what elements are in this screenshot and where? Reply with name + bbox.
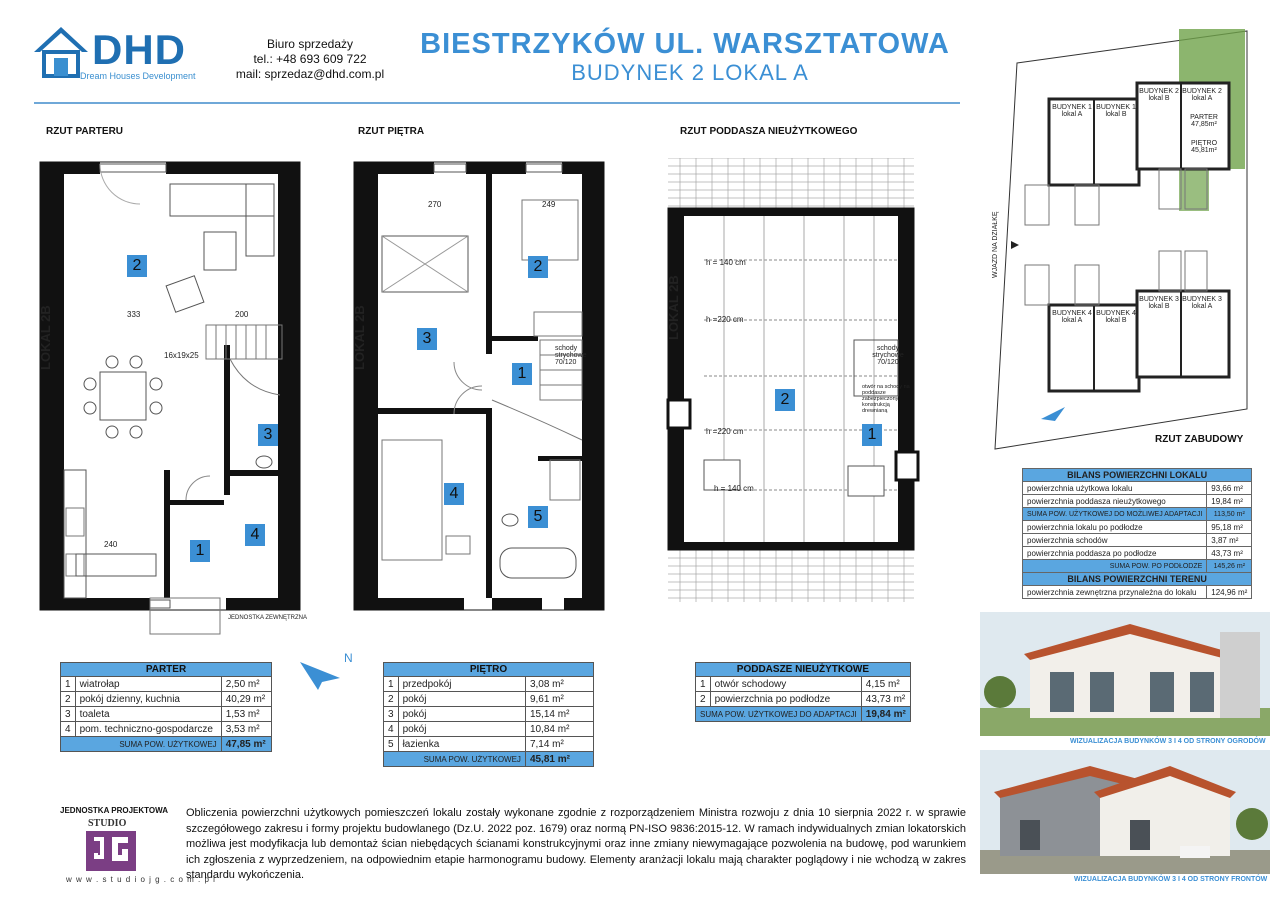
- room-number-1-upper: 1: [512, 363, 532, 385]
- table-row: 4 pom. techniczno-gospodarcze 3,53 m²: [61, 722, 272, 737]
- table-row: 2 pokój 9,61 m²: [384, 692, 594, 707]
- site-entrance-label: WJAZD NA DZIAŁKĘ: [992, 211, 999, 278]
- poddasze-table-title: PODDASZE NIEUŻYTKOWE: [696, 663, 911, 677]
- table-row: 1 otwór schodowy 4,15 m²: [696, 677, 911, 692]
- site-b2-lokal-a: BUDYNEK 2 lokal A: [1182, 88, 1222, 102]
- table-row: 4 pokój 10,84 m²: [384, 722, 594, 737]
- attic-stairs-label: schody strychowe 70/120: [872, 345, 904, 366]
- pietro-table: [383, 662, 594, 767]
- room-number-1-attic: 1: [862, 424, 882, 446]
- north-arrow-icon: [300, 650, 360, 690]
- table-row: 2 powierzchnia po podłodze 43,73 m²: [696, 692, 911, 707]
- site-b1-lokal-b: BUDYNEK 1 lokal B: [1096, 104, 1136, 118]
- email-address[interactable]: mail: sprzedaz@dhd.com.pl: [235, 67, 385, 81]
- room-number-4-upper: 4: [444, 483, 464, 505]
- page-title: BIESTRZYKÓW UL. WARSZTATOWA: [420, 28, 950, 60]
- studio-logo-icon: [86, 831, 136, 871]
- lokal-tag-upper: LOKAL 2B: [352, 305, 367, 370]
- table-row: 1 wiatrołap 2,50 m²: [61, 677, 272, 692]
- site-b2-lokal-b: BUDYNEK 2 lokal B: [1139, 88, 1179, 102]
- attic-height-4: h = 140 cm: [714, 484, 754, 493]
- poddasze-sum-value: 19,84 m²: [861, 707, 910, 722]
- dim-200: 200: [235, 310, 249, 319]
- table-row: 1 przedpokój 3,08 m²: [384, 677, 594, 692]
- attic-height-2: h =220 cm: [706, 315, 744, 324]
- bilans-sum1-label: SUMA POW. UŻYTKOWEJ DO MOŻLIWEJ ADAPTACJI: [1023, 508, 1207, 521]
- bilans-sum1-value: 113,50 m²: [1207, 508, 1252, 521]
- site-b4-lokal-a: BUDYNEK 4 lokal A: [1052, 310, 1092, 324]
- pietro-table-title: PIĘTRO: [384, 663, 594, 677]
- bilans-sum2-label: SUMA POW. PO PODŁODZE: [1023, 560, 1207, 573]
- table-row: 3 toaleta 1,53 m²: [61, 707, 272, 722]
- lokal-tag-attic: LOKAL 2B: [666, 275, 681, 340]
- room-number-4: 4: [245, 524, 265, 546]
- site-parter-area: PARTER 47,85m²: [1190, 114, 1218, 128]
- visualization-front-caption: WIZUALIZACJA BUDYNKÓW 3 I 4 OD STRONY FRONTÓW: [1074, 876, 1268, 883]
- parter-table: [60, 662, 272, 752]
- attic-plan: [664, 150, 926, 610]
- dim-333: 333: [127, 310, 141, 319]
- bilans-row: powierzchnia lokalu po podłodze 95,18 m²: [1023, 521, 1252, 534]
- phone-number[interactable]: tel.: +48 693 609 722: [253, 52, 367, 66]
- parter-table-title: PARTER: [61, 663, 272, 677]
- ground-floor-plan: [36, 140, 336, 640]
- parter-sum-label: SUMA POW. UŻYTKOWEJ: [61, 737, 222, 752]
- page-subtitle: BUDYNEK 2 LOKAL A: [571, 60, 809, 85]
- legal-footnote: Obliczenia powierzchni użytkowych pomieszczeń lokalu zostały wykonane zgodnie z rozporządzeniem Ministra rozwoju z dnia 10 sierpnia 2022 r. w sprawie szczegółowego zakresu i formy projektu budowlanego (Dz.U. 2022 poz. 1679) oraz normą PN-ISO 9836:2015-12. W ramach indywidualnych zmian lokatorskich możliwa jest modyfikacja lub demontaż ścian niebędących ścianami konstrukcyjnymi oraz inne zmiany niewymagające pozwolenia na budowę, pod warunkiem ich zgłoszenia z wyprzedzeniem, na odpowiednim etapie harmonogramu budowy. Elementy aranżacji lokalu mają charakter poglądowy i nie wchodzą w zakres standardu wykończenia.: [186, 807, 966, 881]
- visualization-front-image: [980, 750, 1270, 874]
- poddasze-table: [695, 662, 911, 722]
- site-b4-lokal-b: BUDYNEK 4 lokal B: [1096, 310, 1136, 324]
- svg-text:N: N: [344, 651, 353, 665]
- poddasze-sum-label: SUMA POW. UŻYTKOWEJ DO ADAPTACJI: [696, 707, 862, 722]
- terrain-row: powierzchnia zewnętrzna przynależna do lokalu 124,96 m²: [1023, 586, 1252, 599]
- upper-floor-plan: [350, 140, 620, 640]
- room-number-2-attic: 2: [775, 389, 795, 411]
- bilans-row: powierzchnia użytkowa lokalu 93,66 m²: [1023, 482, 1252, 495]
- dim-249-upper: 249: [542, 200, 556, 209]
- site-b3-lokal-b: BUDYNEK 3 lokal B: [1139, 296, 1179, 310]
- dim-240: 240: [104, 540, 118, 549]
- area-balance-table: [1022, 468, 1252, 599]
- bilans-sum2-value: 145,26 m²: [1207, 560, 1252, 573]
- parter-sum-value: 47,85 m²: [221, 737, 271, 752]
- table-row: 2 pokój dzienny, kuchnia 40,29 m²: [61, 692, 272, 707]
- north-arrow: [300, 650, 360, 694]
- ground-stairs-size: 16x19x25: [164, 351, 199, 360]
- site-b3-lokal-a: BUDYNEK 3 lokal A: [1182, 296, 1222, 310]
- bilans-row: powierzchnia schodów 3,87 m²: [1023, 534, 1252, 547]
- bilans-row: powierzchnia poddasza po podłodze 43,73 m²: [1023, 547, 1252, 560]
- ground-floor-label: RZUT PARTERU: [46, 126, 124, 137]
- terrain-title: BILANS POWIERZCHNI TERENU: [1023, 573, 1252, 586]
- attic-height-1: h = 140 cm: [706, 258, 746, 267]
- attic-stairs-label-upper: schody strychowe 70/120: [555, 345, 587, 366]
- room-number-2-upper: 2: [528, 256, 548, 278]
- room-number-2: 2: [127, 255, 147, 277]
- upper-floor-label: RZUT PIĘTRA: [358, 126, 425, 137]
- brand-tagline: Dream Houses Development: [80, 71, 196, 81]
- attic-hatch-note: otwór na schody na poddasze zabezpieczony konstrukcją drewnianą: [862, 384, 910, 414]
- visualization-garden-image: [980, 612, 1270, 736]
- room-number-3-upper: 3: [417, 328, 437, 350]
- room-number-5-upper: 5: [528, 506, 548, 528]
- site-pietro-area: PIĘTRO 45,81m²: [1190, 140, 1218, 154]
- attic-label: RZUT PODDASZA NIEUŻYTKOWEGO: [680, 126, 858, 137]
- design-unit-label: JEDNOSTKA PROJEKTOWA: [60, 806, 169, 815]
- site-plan-label: RZUT ZABUDOWY: [1155, 434, 1244, 445]
- room-number-1: 1: [190, 540, 210, 562]
- room-number-3: 3: [258, 424, 278, 446]
- studio-url[interactable]: w w w . s t u d i o j g . c o m . p l: [66, 875, 216, 884]
- lokal-tag-ground: LOKAL 2B: [38, 305, 53, 370]
- bilans-title: BILANS POWIERZCHNI LOKALU: [1023, 469, 1252, 482]
- brand-name: DHD: [92, 26, 186, 73]
- dim-270-upper: 270: [428, 200, 442, 209]
- site-b1-lokal-a: BUDYNEK 1 lokal A: [1052, 104, 1092, 118]
- bilans-row: powierzchnia poddasza nieużytkowego 19,84 m²: [1023, 495, 1252, 508]
- pietro-sum-label: SUMA POW. UŻYTKOWEJ: [384, 752, 526, 767]
- header-divider: [34, 102, 960, 104]
- table-row: 5 łazienka 7,14 m²: [384, 737, 594, 752]
- table-row: 3 pokój 15,14 m²: [384, 707, 594, 722]
- outdoor-unit-label: JEDNOSTKA ZEWNĘTRZNA: [228, 615, 308, 621]
- visualization-garden-caption: WIZUALIZACJA BUDYNKÓW 3 I 4 OD STRONY OGRODÓW: [1070, 738, 1266, 745]
- attic-height-3: h =220 cm: [706, 427, 744, 436]
- pietro-sum-value: 45,81 m²: [525, 752, 593, 767]
- studio-label: STUDIO: [88, 818, 127, 829]
- sales-office-label: Biuro sprzedaży: [266, 37, 354, 51]
